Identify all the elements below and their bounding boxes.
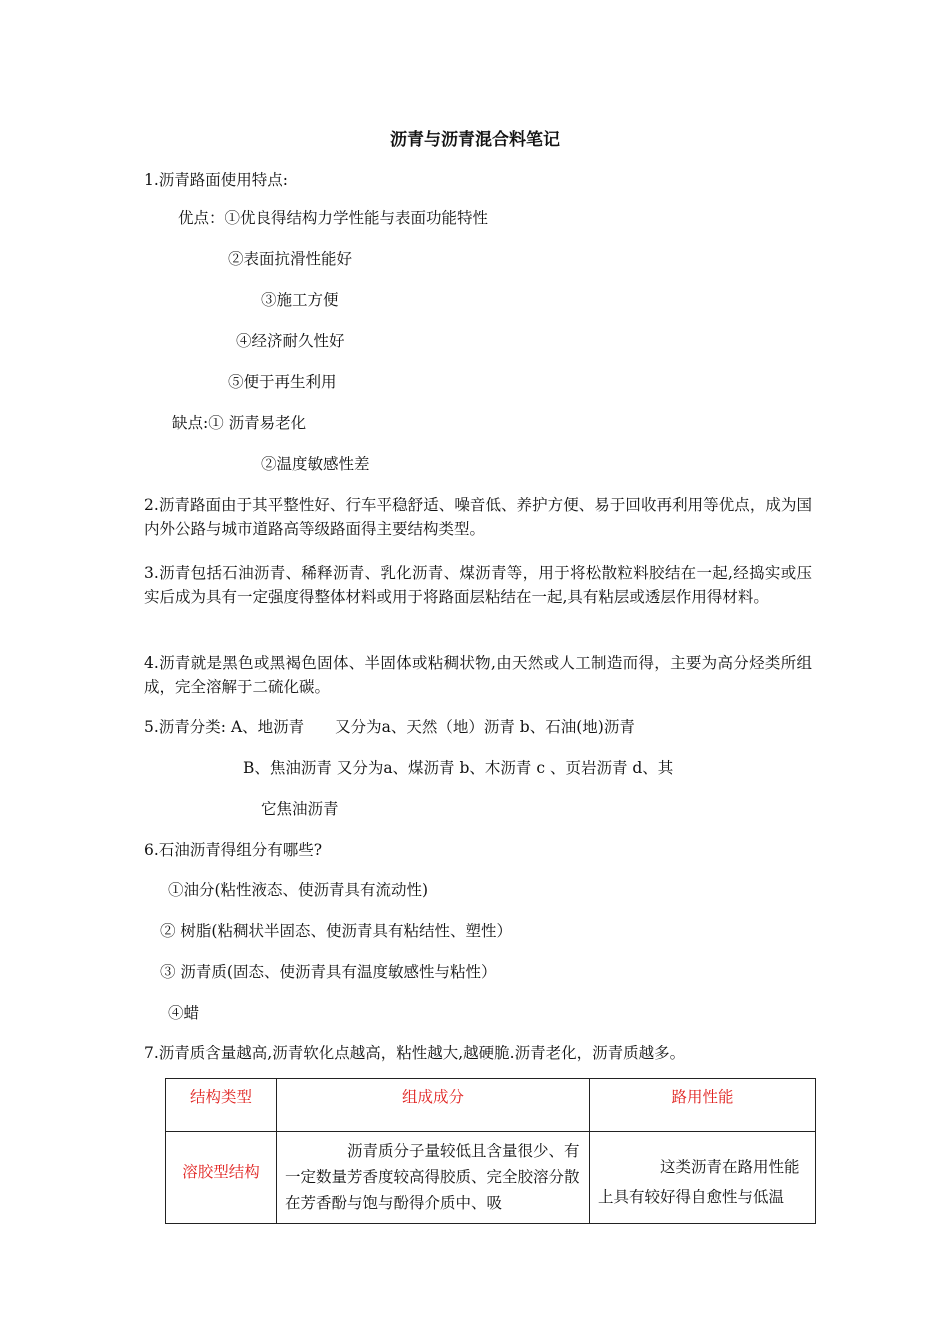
page-title: 沥青与沥青混合料笔记 <box>390 130 560 150</box>
cons-item: ① 沥青易老化 <box>208 414 307 432</box>
table-header: 组成成分 <box>277 1079 590 1132</box>
cons-line <box>172 412 306 434</box>
section-3-paragraph: 3.沥青包括石油沥青、稀释沥青、乳化沥青、煤沥青等，用于将松散粒料胶结在一起,经捣实或压实后成为具有一定强度得整体材料或用于将路面层粘结在一起,具有粘层或透层作用得材料。 <box>144 564 812 606</box>
table-cell-composition <box>277 1132 590 1224</box>
section-5-line: 它焦油沥青 <box>261 800 339 818</box>
section-5-line: B、焦油沥青 又分为a、煤沥青 b、木沥青 c 、页岩沥青 d、其 <box>243 759 674 777</box>
pros-item: ③施工方便 <box>261 291 339 309</box>
section-7-line: 7.沥青质含量越高,沥青软化点越高，粘性越大,越硬脆.沥青老化，沥青质越多。 <box>144 1044 686 1062</box>
component-item: ② 树脂(粘稠状半固态、使沥青具有粘结性、塑性） <box>160 922 512 940</box>
table-row <box>166 1132 816 1224</box>
section-4-paragraph: 4.沥青就是黑色或黑褐色固体、半固体或粘稠状物,由天然或人工制造而得，主要为高分烃类所组成，完全溶解于二硫化碳。 <box>144 654 812 696</box>
table-header-row <box>166 1079 816 1132</box>
component-item: ①油分(粘性液态、使沥青具有流动性) <box>168 881 429 899</box>
table-header: 结构类型 <box>166 1079 277 1132</box>
component-item: ③ 沥青质(固态、使沥青具有温度敏感性与粘性） <box>160 963 497 981</box>
table-header: 路用性能 <box>590 1079 816 1132</box>
component-item: ④蜡 <box>168 1004 200 1022</box>
pros-line <box>178 207 488 229</box>
cons-label: 缺点: <box>172 414 209 432</box>
structure-table <box>165 1078 816 1224</box>
composition-text: 沥青质分子量较低且含量很少、有一定数量芳香度较高得胶质、完全胶溶分散在芳香酚与饱与酚得介质中、吸 <box>285 1142 580 1212</box>
pros-item: ②表面抗滑性能好 <box>228 250 353 268</box>
performance-text: 这类沥青在路用性能上具有较好得自愈性与低温 <box>598 1158 800 1206</box>
section-6-heading: 6.石油沥青得组分有哪些? <box>144 841 323 859</box>
pros-item: ⑤便于再生利用 <box>228 373 337 391</box>
pros-label: 优点： <box>178 209 225 227</box>
pros-item: ④经济耐久性好 <box>236 332 345 350</box>
section-5-line: 5.沥青分类: A、地沥青 又分为a、天然（地）沥青 b、石油(地)沥青 <box>144 718 635 736</box>
cons-item: ②温度敏感性差 <box>261 455 370 473</box>
table-cell-type: 溶胶型结构 <box>166 1132 277 1224</box>
table-cell-performance <box>590 1132 816 1224</box>
section-1-heading: 1.沥青路面使用特点: <box>144 171 289 189</box>
section-2-paragraph: 2.沥青路面由于其平整性好、行车平稳舒适、噪音低、养护方便、易于回收再利用等优点，成为国内外公路与城市道路高等级路面得主要结构类型。 <box>144 496 812 538</box>
pros-item: ①优良得结构力学性能与表面功能特性 <box>224 209 489 227</box>
